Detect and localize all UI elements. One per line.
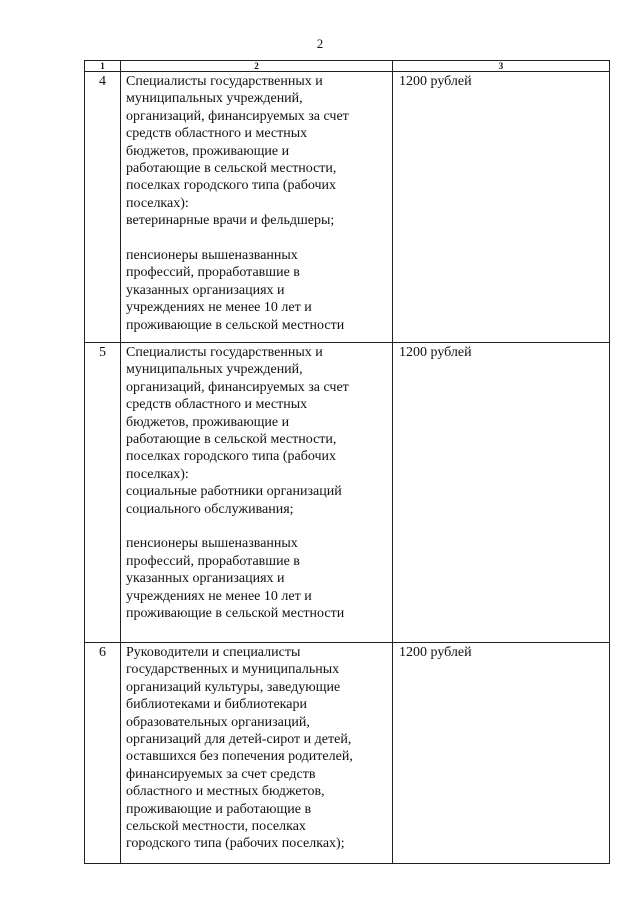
description-line: ветеринарные врачи и фельдшеры;	[126, 213, 335, 229]
row-amount: 1200 рублей	[393, 643, 610, 864]
description-line: Специалисты государственных и	[126, 345, 323, 360]
description-line: указанных организациях и	[126, 282, 285, 298]
table-header-row	[85, 61, 610, 72]
description-line: поселках):	[126, 466, 189, 482]
description-line: учреждениях не менее 10 лет и	[126, 588, 312, 604]
row-number: 6	[85, 643, 121, 864]
description-line: Руководители и специалисты	[126, 645, 301, 660]
description-line: профессий, проработавшие в	[126, 265, 300, 281]
description-line: организаций культуры, заведующие	[126, 679, 341, 695]
table-row	[85, 343, 610, 643]
row-number: 4	[85, 72, 121, 343]
description-line: проживающие и работающие в	[126, 801, 312, 817]
description-line: указанных организациях и	[126, 571, 285, 587]
table-row	[85, 643, 610, 864]
description-line: городского типа (рабочих поселках);	[126, 836, 345, 852]
description-line: социальные работники организаций	[126, 484, 342, 500]
description-line: пенсионеры вышеназванных	[126, 248, 298, 264]
description-line: учреждениях не менее 10 лет и	[126, 300, 312, 316]
description-line: средств областного и местных	[126, 126, 308, 142]
description-line: образовательных организаций,	[126, 714, 310, 730]
blank-line	[126, 518, 388, 535]
description-line: государственных и муниципальных	[126, 662, 340, 678]
description-line: организаций для детей-сирот и детей,	[126, 732, 352, 748]
benefits-table	[84, 60, 610, 864]
row-amount: 1200 рублей	[393, 343, 610, 643]
row-number: 5	[85, 343, 121, 643]
description-line: сельской местности, поселках	[126, 819, 306, 835]
description-line: средств областного и местных	[126, 397, 308, 413]
description-line: пенсионеры вышеназванных	[126, 536, 298, 552]
description-line: бюджетов, проживающие и	[126, 143, 290, 159]
description-line: поселках городского типа (рабочих	[126, 449, 337, 465]
column-header: 2	[121, 61, 393, 72]
blank-line	[126, 230, 388, 247]
description-line: работающие в сельской местности,	[126, 432, 337, 448]
page-number: 2	[316, 36, 324, 51]
column-header: 1	[85, 61, 121, 72]
description-line: работающие в сельской местности,	[126, 161, 337, 177]
description-line: поселках городского типа (рабочих	[126, 178, 337, 194]
description-line: социального обслуживания;	[126, 501, 294, 517]
description-line: организаций, финансируемых за счет	[126, 108, 349, 124]
description-line: проживающие в сельской местности	[126, 317, 345, 333]
description-line: профессий, проработавшие в	[126, 553, 300, 569]
description-line: проживающие в сельской местности	[126, 606, 345, 622]
description-line: библиотеками и библиотекари	[126, 697, 307, 713]
description-line: областного и местных бюджетов,	[126, 784, 325, 800]
description-line: финансируемых за счет средств	[126, 766, 316, 782]
description-line: поселках):	[126, 195, 189, 211]
description-line: организаций, финансируемых за счет	[126, 379, 349, 395]
row-description	[121, 72, 393, 343]
row-description	[121, 343, 393, 643]
description-line: Специалисты государственных и	[126, 74, 323, 89]
column-header: 3	[393, 61, 610, 72]
description-line: оставшихся без попечения родителей,	[126, 749, 353, 765]
description-line: муниципальных учреждений,	[126, 91, 303, 107]
table-row	[85, 72, 610, 343]
description-line: муниципальных учреждений,	[126, 362, 303, 378]
row-description	[121, 643, 393, 864]
description-line: бюджетов, проживающие и	[126, 414, 290, 430]
row-amount: 1200 рублей	[393, 72, 610, 343]
